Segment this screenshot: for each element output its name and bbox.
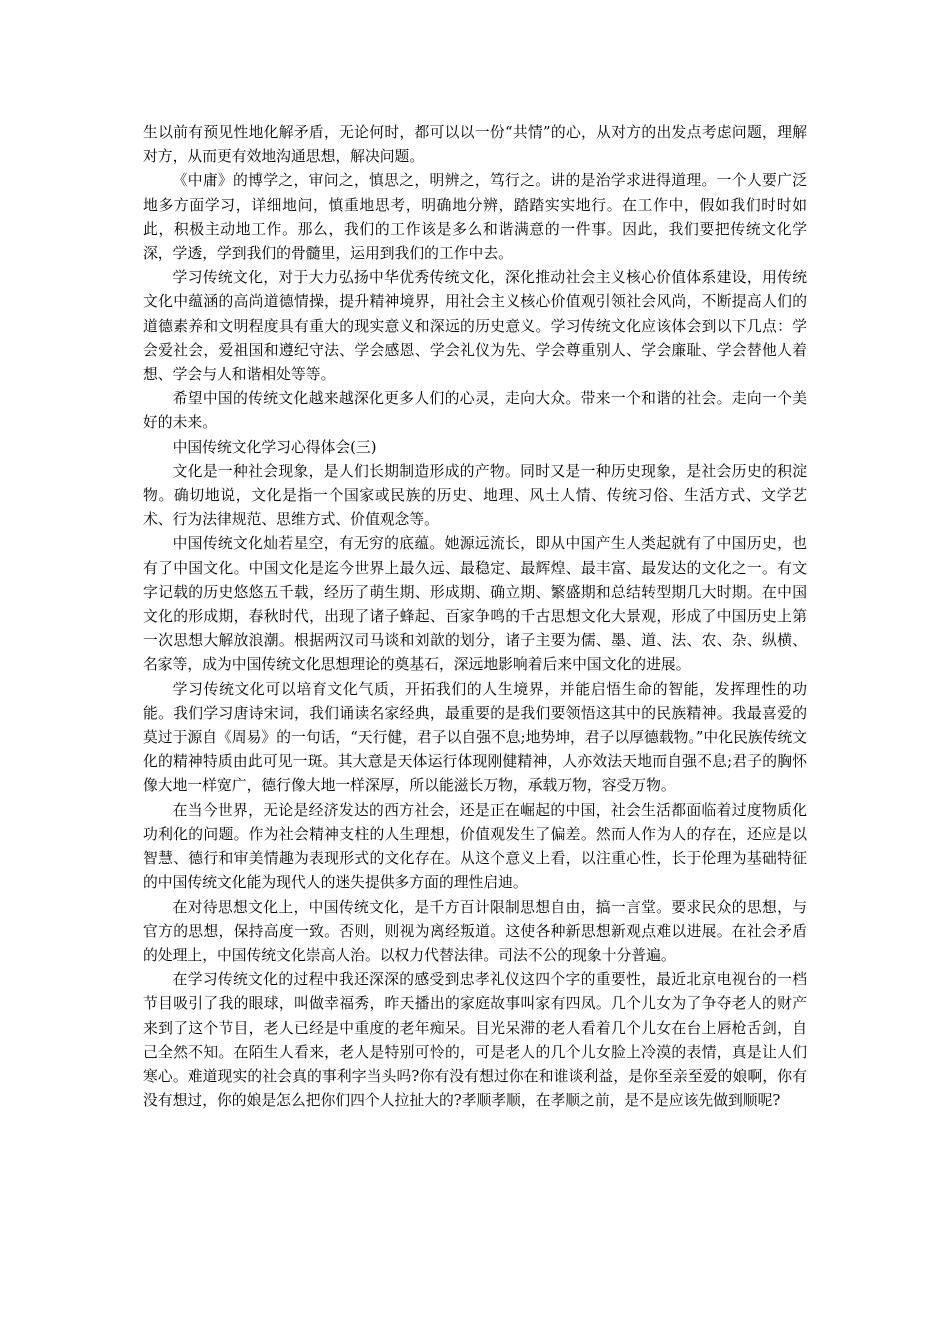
paragraph-zhouyi: 学习传统文化可以培育文化气质，开拓我们的人生境界，并能启悟生命的智能，发挥理性的功能。我们学习唐诗宋词，我们诵读名家经典，最重要的是我们要领悟这其中的民族精神。我最喜爱的莫过于源自《周易》的一句话，“天行健，君子以自强不息;地势坤，君子以厚德载物。”中化民族传统文化的精神特质由此可见一斑。其大意是天体运行体现刚健精神，人亦效法天地而自强不息;君子的胸怀像大地一样宽广，德行像大地一样深厚，所以能滋长万物，承载万物，容受万物。 [143,680,807,795]
paragraph-filial-piety: 在学习传统文化的过程中我还深深的感受到忠孝礼仪这四个字的重要性，最近北京电视台的一档节目吸引了我的眼球，叫做幸福秀，昨天播出的家庭故事叫家有四凤。几个儿女为了争夺老人的财产来到了这个节目，老人已经是中重度的老年痴呆。目光呆滞的老人看着几个儿女在台上唇枪舌剑，自己全然不知。在陌生人看来，老人是特别可怜的，可是老人的几个儿女脸上冷漠的表情，真是让人们寒心。难道现实的社会真的事利字当头吗?你有没有想过你在和谁谈利益，是你至亲至爱的娘啊，你有没有想过，你的娘是怎么把你们四个人拉扯大的?孝顺孝顺，在孝顺之前，是不是应该先做到顺呢? [143,971,807,1110]
paragraph-zhongyong: 《中庸》的博学之，审问之，慎思之，明辨之，笃行之。讲的是治学求进得道理。一个人要广泛地多方面学习，详细地问，慎重地思考，明确地分辨，踏踏实实地行。在工作中，假如我们时时如此，积极主动地工作。那么，我们的工作该是多么和谐满意的一件事。因此，我们要把传统文化学深，学透，学到我们的骨髓里，运用到我们的工作中去。 [143,172,807,263]
section-heading: 中国传统文化学习心得体会(三) [172,438,377,456]
paragraph-hope: 希望中国的传统文化越来越深化更多人们的心灵，走向大众。带来一个和谐的社会。走向一个美好的未来。 [143,390,807,432]
paragraph-learning-culture: 学习传统文化，对于大力弘扬中华优秀传统文化，深化推动社会主义核心价值体系建设，用传统文化中蕴涵的高尚道德情操，提升精神境界，用社会主义核心价值观引领社会风尚，不断提高人们的道德素养和文明程度具有重大的现实意义和深远的历史意义。学习传统文化应该体会到以下几点：学会爱社会，爱祖国和遵纪守法、学会感恩、学会礼仪为先、学会尊重别人、学会廉耻、学会替他人着想、学会与人和谐相处等等。 [143,269,807,384]
document-body [143,121,807,1113]
paragraph-continuation: 生以前有预见性地化解矛盾，无论何时，都可以以一份“共情”的心，从对方的出发点考虑问题，理解对方，从而更有效地沟通思想，解决问题。 [143,124,807,166]
paragraph-culture-definition: 文化是一种社会现象，是人们长期制造形成的产物。同时又是一种历史现象，是社会历史的积淀物。确切地说，文化是指一个国家或民族的历史、地理、风土人情、传统习俗、生活方式、文学艺术、行为法律规范、思维方式、价值观念等。 [143,462,807,529]
paragraph-modern-world: 在当今世界，无论是经济发达的西方社会，还是正在崛起的中国，社会生活都面临着过度物质化功利化的问题。作为社会精神支柱的人生理想，价值观发生了偏差。然而人作为人的存在，还应是以智慧、德行和审美情趣为表现形式的文化存在。从这个意义上看，以注重心性，长于伦理为基础特征的中国传统文化能为现代人的迷失提供多方面的理性启迪。 [143,801,807,892]
paragraph-culture-history: 中国传统文化灿若星空，有无穷的底蕴。她源远流长，即从中国产生人类起就有了中国历史，也有了中国文化。中国文化是迄今世界上最久远、最稳定、最辉煌、最丰富、最发达的文化之一。有文字记载的历史悠悠五千载，经历了萌生期、形成期、确立期、繁盛期和总结转型期几大时期。在中国文化的形成期，春秋时代，出现了诸子蜂起、百家争鸣的千古思想文化大景观，形成了中国历史上第一次思想大解放浪潮。根据两汉司马谈和刘歆的划分，诸子主要为儒、墨、道、法、农、杂、纵横、名家等，成为中国传统文化思想理论的奠基石，深远地影响着后来中国文化的进展。 [143,535,807,674]
paragraph-thought-control: 在对待思想文化上，中国传统文化，是千方百计限制思想自由，搞一言堂。要求民众的思想，与官方的思想，保持高度一致。否则，则视为离经叛道。这使各种新思想新观点难以进展。在社会矛盾的处理上，中国传统文化崇高人治。以权力代替法律。司法不公的现象十分普遍。 [143,898,807,964]
